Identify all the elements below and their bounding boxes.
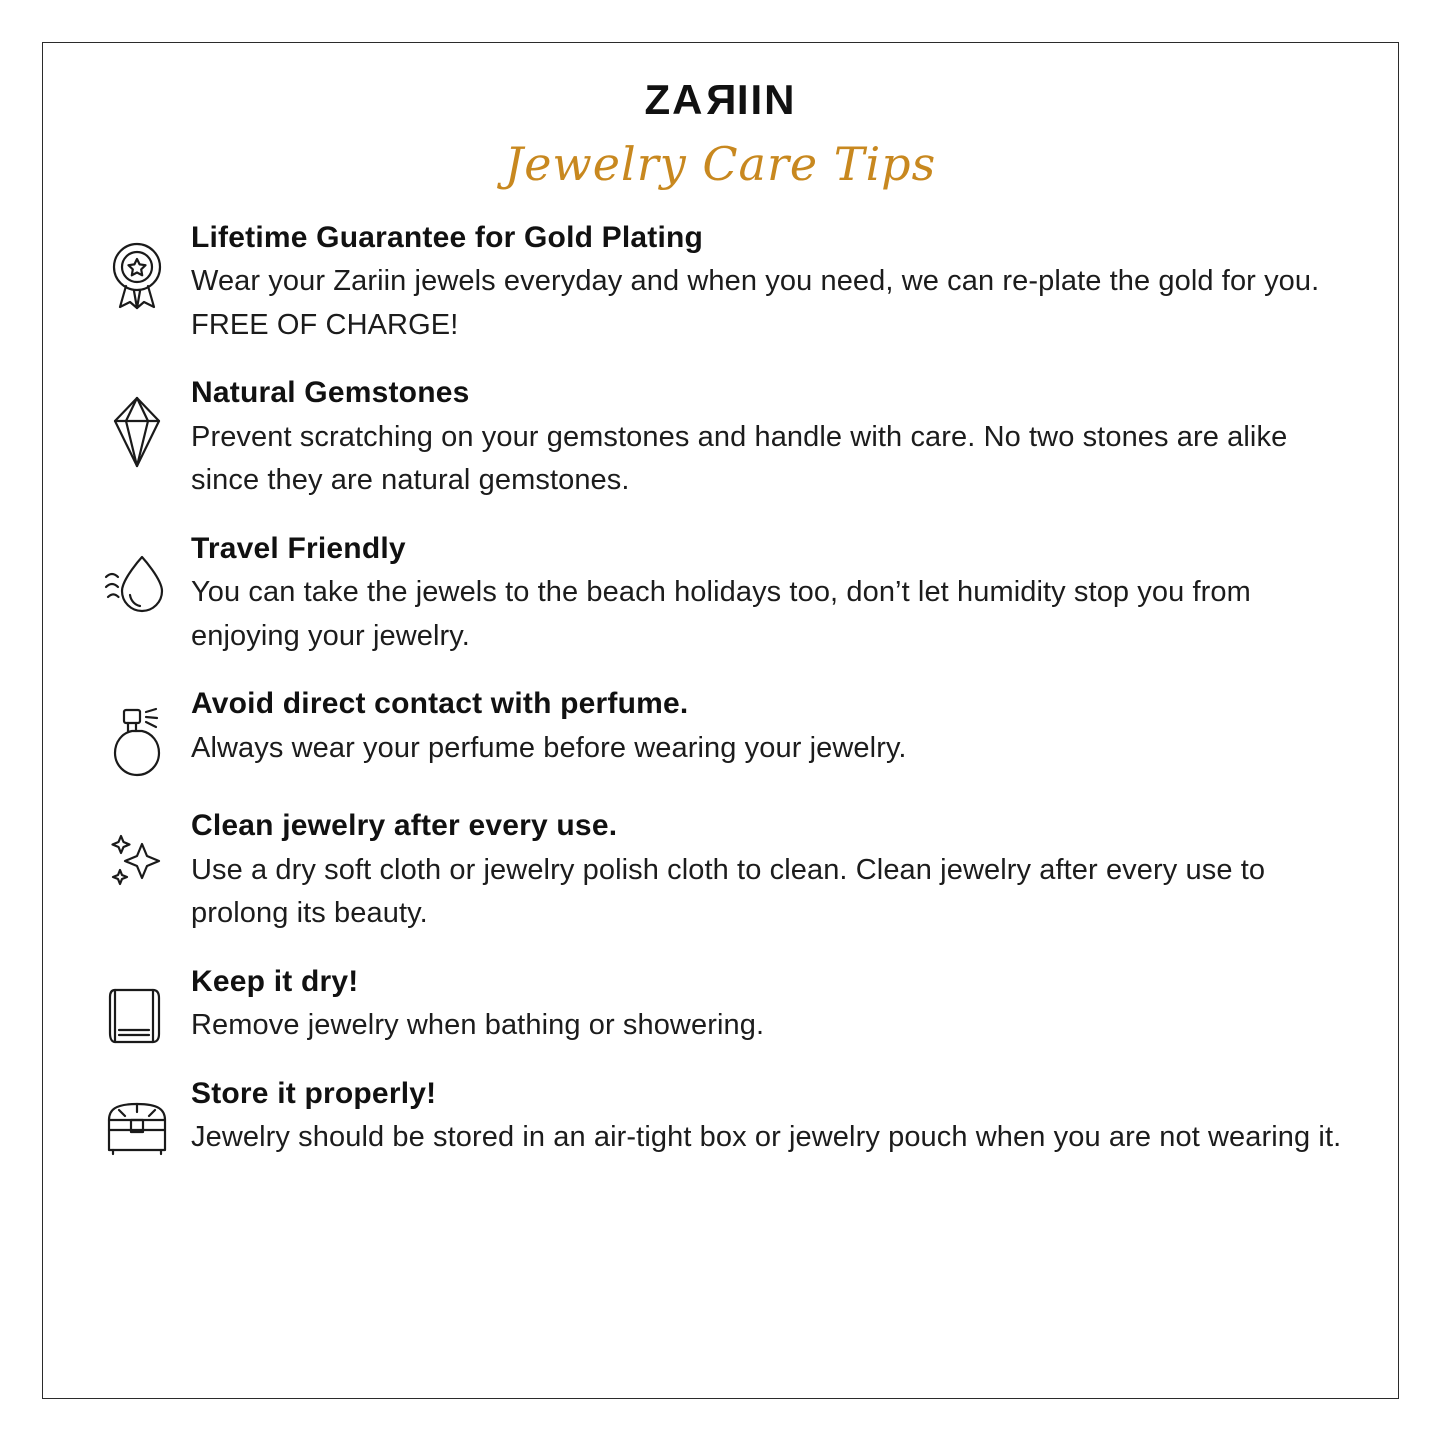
list-item: [83, 218, 1368, 348]
tip-content: [191, 806, 1368, 936]
tip-content: [191, 373, 1368, 503]
towel-icon: [83, 962, 191, 1048]
gemstone-icon: [83, 373, 191, 469]
water-drop-icon: [83, 529, 191, 613]
page-title: Jewelry Care Tips: [504, 137, 937, 191]
brand-text-iin: IIN: [736, 76, 797, 123]
tip-title: Lifetime Guarantee for Gold Plating: [191, 220, 704, 254]
tips-list: [43, 218, 1398, 1160]
list-item: [83, 529, 1368, 659]
care-tips-card: [42, 42, 1399, 1399]
tip-title: Keep it dry!: [191, 964, 359, 998]
tip-text: Wear your Zariin jewels everyday and when you need, we can re-plate the gold for you. FREE OF CHARGE!: [191, 265, 1320, 341]
tip-title: Avoid direct contact with perfume.: [191, 687, 689, 721]
tip-title: Travel Friendly: [191, 531, 406, 565]
tip-text: Prevent scratching on your gemstones and handle with care. No two stones are alike since they are natural gemstones.: [191, 420, 1288, 497]
brand-logo: [43, 76, 1398, 123]
tip-content: [191, 529, 1368, 659]
tip-text: Remove jewelry when bathing or showering.: [191, 1009, 765, 1042]
tip-text: You can take the jewels to the beach holidays too, don’t let humidity stop you from enjoying your jewelry.: [191, 576, 1251, 652]
tip-content: [191, 1074, 1368, 1160]
perfume-bottle-icon: [83, 684, 191, 780]
award-badge-icon: [83, 218, 191, 310]
list-item: [83, 1074, 1368, 1160]
tip-content: [191, 962, 1368, 1048]
list-item: [83, 684, 1368, 780]
jewelry-box-icon: [83, 1074, 191, 1156]
tip-title: Store it properly!: [191, 1076, 437, 1110]
tip-content: [191, 684, 1368, 770]
tip-title: Natural Gemstones: [191, 376, 470, 410]
tip-content: [191, 218, 1368, 348]
brand-text-za: ZA: [644, 76, 705, 123]
tip-text: Jewelry should be stored in an air-tight box or jewelry pouch when you are not wearing it.: [191, 1121, 1342, 1154]
list-item: [83, 962, 1368, 1048]
sparkle-icon: [83, 806, 191, 894]
tip-text: Use a dry soft cloth or jewelry polish cloth to clean. Clean jewelry after every use to prolong its beauty.: [191, 853, 1266, 930]
list-item: [83, 806, 1368, 936]
list-item: [83, 373, 1368, 503]
tip-text: Always wear your perfume before wearing your jewelry.: [191, 731, 907, 764]
tip-title: Clean jewelry after every use.: [191, 809, 618, 843]
brand-text-r-mirrored: R: [704, 76, 737, 123]
